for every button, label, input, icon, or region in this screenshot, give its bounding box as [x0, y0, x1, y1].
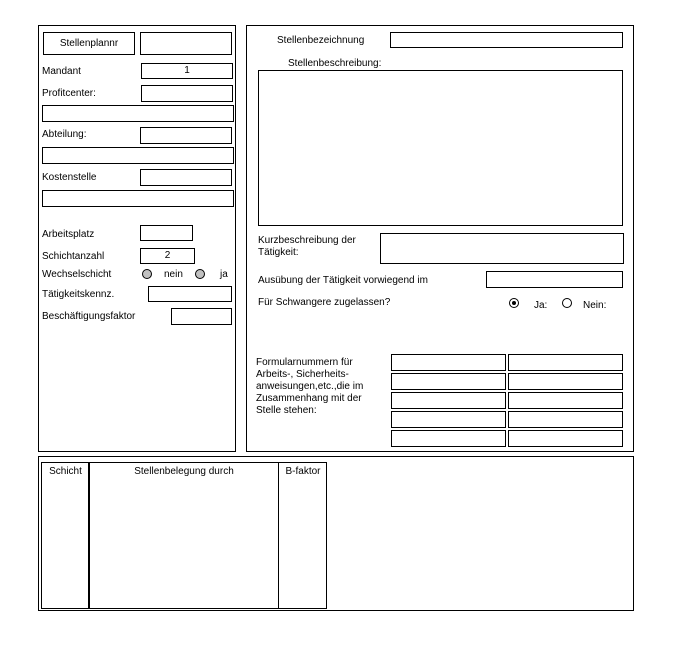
- arbeitsplatz-input[interactable]: [140, 225, 193, 241]
- kurzbeschreibung-textarea[interactable]: [380, 233, 624, 264]
- abteilung-label: Abteilung:: [42, 129, 87, 140]
- schwangere-label: Für Schwangere zugelassen?: [258, 297, 391, 308]
- column-header-stellenbelegung: Stellenbelegung durch: [134, 466, 234, 477]
- formular-field-3[interactable]: [391, 373, 506, 390]
- stellenbelegung-table[interactable]: [41, 462, 327, 609]
- stellenbeschreibung-textarea[interactable]: [258, 70, 623, 226]
- formular-field-5[interactable]: [391, 392, 506, 409]
- schwangere-ja-label: Ja:: [534, 300, 548, 311]
- formular-field-1[interactable]: [391, 354, 506, 371]
- beschaeftigungsfaktor-input[interactable]: [171, 308, 232, 325]
- abteilung-name-field[interactable]: [42, 147, 234, 164]
- arbeitsplatz-label: Arbeitsplatz: [42, 229, 95, 240]
- left-panel: [38, 25, 236, 452]
- profitcenter-name-field[interactable]: [42, 105, 234, 122]
- stellenplannr-input[interactable]: [140, 32, 232, 55]
- formular-label: Formularnummern für Arbeits-, Sicherheits-anweisungen,etc.,die im Zusammenhang mit der Stelle stehen:: [256, 357, 364, 416]
- profitcenter-label: Profitcenter:: [42, 88, 96, 99]
- formular-field-8[interactable]: [508, 411, 623, 428]
- wechselschicht-ja-label: ja: [220, 269, 228, 280]
- schichtanzahl-label: Schichtanzahl: [42, 251, 105, 262]
- column-divider: [278, 463, 279, 608]
- right-panel: [246, 25, 634, 452]
- stellenbezeichnung-label: Stellenbezeichnung: [277, 35, 365, 46]
- column-divider: [88, 463, 90, 608]
- schwangere-ja-radio[interactable]: [509, 298, 519, 308]
- mandant-label: Mandant: [42, 66, 81, 77]
- ausuebung-label: Ausübung der Tätigkeit vorwiegend im: [258, 275, 428, 286]
- taetigkeitskennz-label: Tätigkeitskennz.: [42, 289, 115, 300]
- formular-field-9[interactable]: [391, 430, 506, 447]
- schwangere-nein-radio[interactable]: [562, 298, 572, 308]
- wechselschicht-label: Wechselschicht: [42, 269, 112, 280]
- formular-field-2[interactable]: [508, 354, 623, 371]
- stellenbezeichnung-input[interactable]: [390, 32, 623, 48]
- wechselschicht-nein-radio[interactable]: [142, 269, 152, 279]
- abteilung-input[interactable]: [140, 127, 232, 144]
- formular-field-10[interactable]: [508, 430, 623, 447]
- stellenbeschreibung-label: Stellenbeschreibung:: [288, 58, 382, 69]
- kurzbeschreibung-label: Kurzbeschreibung der Tätigkeit:: [258, 235, 356, 258]
- formular-field-7[interactable]: [391, 411, 506, 428]
- kostenstelle-input[interactable]: [140, 169, 232, 186]
- wechselschicht-nein-label: nein: [164, 269, 183, 280]
- wechselschicht-ja-radio[interactable]: [195, 269, 205, 279]
- kostenstelle-label: Kostenstelle: [42, 172, 97, 183]
- schichtanzahl-field[interactable]: 2: [140, 248, 195, 264]
- schwangere-nein-label: Nein:: [583, 300, 607, 311]
- bottom-panel: [38, 456, 634, 611]
- profitcenter-input[interactable]: [141, 85, 233, 102]
- stellenplannr-button[interactable]: Stellenplannr: [43, 32, 135, 55]
- column-header-schicht: Schicht: [49, 466, 82, 477]
- ausuebung-input[interactable]: [486, 271, 623, 288]
- taetigkeitskennz-input[interactable]: [148, 286, 232, 302]
- kostenstelle-name-field[interactable]: [42, 190, 234, 207]
- beschaeftigungsfaktor-label: Beschäftigungsfaktor: [42, 311, 136, 322]
- formular-field-6[interactable]: [508, 392, 623, 409]
- formular-field-4[interactable]: [508, 373, 623, 390]
- mandant-field[interactable]: 1: [141, 63, 233, 79]
- column-header-bfaktor: B-faktor: [285, 466, 321, 477]
